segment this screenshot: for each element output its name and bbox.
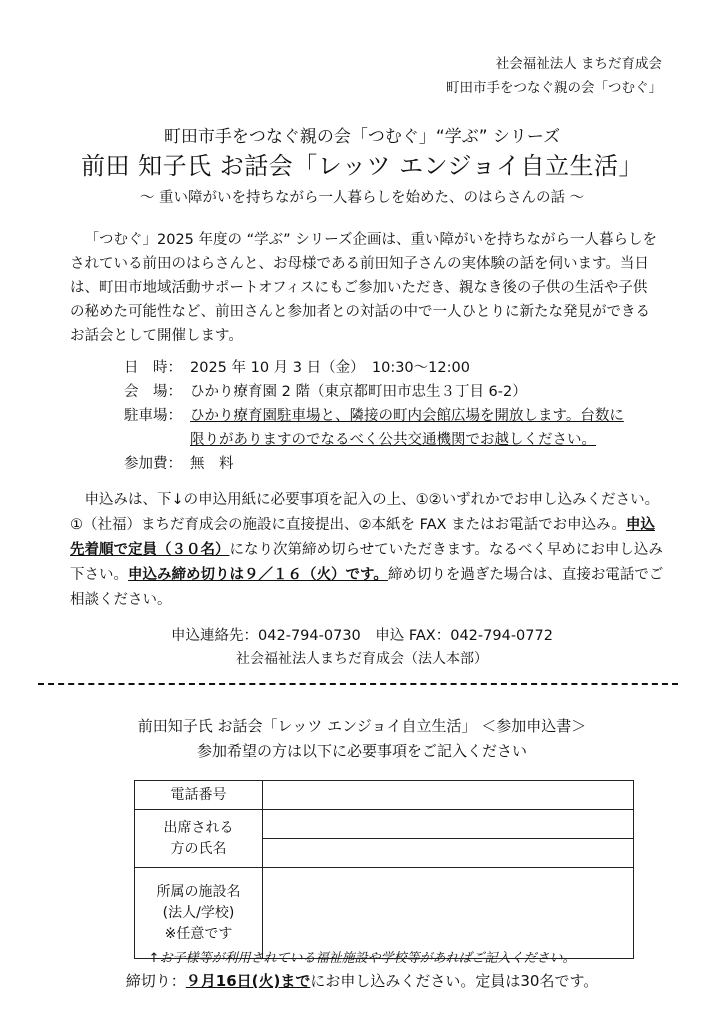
phone-field[interactable] xyxy=(263,781,634,810)
parking-label: 駐車場： xyxy=(124,408,182,424)
parking-row xyxy=(124,404,624,428)
phone-row xyxy=(135,781,634,810)
facility-label xyxy=(135,868,263,959)
deadline-prefix: 締切り： xyxy=(125,972,186,990)
fee-label: 参加費： xyxy=(124,456,182,472)
apply-deadline-bold: 申込み締め切りは９／１６（火）です。 xyxy=(128,567,388,583)
apply-capacity-bold: 申込先着順で定員（３０名） xyxy=(70,517,655,558)
contact-numbers: 申込連絡先：042-794-0730 申込 FAX：042-794-0772 xyxy=(171,628,553,644)
series-heading: 町田市手をつなぐ親の会「つむぐ」“学ぶ” シリーズ xyxy=(163,127,561,147)
event-subtitle: 〜 重い障がいを持ちながら一人暮らしを始めた、のはらさんの話 〜 xyxy=(139,190,585,206)
event-title: 前田 知子氏 お話会「レッツ エンジョイ自立生活」 xyxy=(80,152,644,180)
facility-label-line1: 所属の施設名 xyxy=(156,883,241,900)
name-row-1 xyxy=(135,810,634,839)
form-title: 前田知子氏 お話会「レッツ エンジョイ自立生活」 ＜参加申込書＞ xyxy=(137,717,587,735)
form-deadline xyxy=(0,970,724,991)
date-row xyxy=(124,356,624,380)
intro-text: 「つむぐ」2025 年度の “学ぶ” シリーズ企画は、重い障がいを持ちながら一人暮らしをされている前田のはらさんと、お母様である前田知子さんの実体験の話を伺います。当日は、町田市地域活動サポートオフィスにもご参加いただき、親なき後の子供の生活や子供の秘めた可能性など、前田さんと参加者との対話の中で一人ひとりに新たな発見ができるお話会として開催します。 xyxy=(70,232,658,344)
apply-text-1: 申込みは、下↓の申込用紙に必要事項を記入の上、①②いずれかでお申し込みください。①（社福）まちだ育成会の施設に直接提出、②本紙を FAX またはお電話でお申込み。 xyxy=(70,492,660,533)
fee-value: 無 料 xyxy=(190,456,234,472)
application-paragraph xyxy=(70,488,666,613)
name-field-1[interactable] xyxy=(263,810,634,839)
name-label-line1: 出席される xyxy=(163,819,234,836)
facility-row xyxy=(135,868,634,959)
form-instructions: 参加希望の方は以下に必要事項をご記入ください xyxy=(196,742,527,760)
deadline-date: ９月16日(火)まで xyxy=(185,972,311,990)
form-note: ↑お子様等が利用されている福祉施設や学校等があればご記入ください。 xyxy=(148,951,576,966)
name-field-2[interactable] xyxy=(263,839,634,868)
parking-row-2 xyxy=(124,428,624,452)
venue-row xyxy=(124,380,624,404)
facility-field[interactable] xyxy=(263,868,634,959)
contact-org: 社会福祉法人まちだ育成会（法人本部） xyxy=(236,651,488,667)
venue-label: 会 場： xyxy=(124,384,182,400)
parking-value-line1: ひかり療育園駐車場と、隣接の町内会館広場を開放します。台数に xyxy=(190,408,624,424)
name-label-line2: 方の氏名 xyxy=(170,840,227,857)
apply-text-2: になり次第締め切らせていただきます。なるべく早めにお申し込み下さい。 xyxy=(70,542,663,583)
name-label xyxy=(135,810,263,868)
phone-label: 電話番号 xyxy=(135,781,263,810)
deadline-suffix: にお申し込みください。定員は30名です。 xyxy=(310,972,599,990)
intro-paragraph xyxy=(70,228,660,348)
apply-text-3: 締め切りを過ぎた場合は、直接お電話でご相談ください。 xyxy=(70,567,664,608)
event-details xyxy=(124,356,624,476)
cut-line xyxy=(38,683,678,685)
organizer-line-1: 社会福祉法人 まちだ育成会 xyxy=(495,56,662,72)
date-label: 日 時： xyxy=(124,360,182,376)
parking-value-line2: 限りがありますのでなるべく公共交通機関でお越しください。 xyxy=(190,432,596,448)
parking-indent xyxy=(124,428,190,452)
fee-row xyxy=(124,452,624,476)
organizer-line-2: 町田市手をつなぐ親の会「つむぐ」 xyxy=(446,80,662,96)
application-form-table xyxy=(134,780,634,959)
date-value: 2025 年 10 月 3 日（金） 10:30〜12:00 xyxy=(190,360,470,376)
facility-label-line3: ※任意です xyxy=(164,925,233,942)
facility-label-line2: (法人/学校) xyxy=(162,904,235,921)
venue-value: ひかり療育園 2 階（東京都町田市忠生３丁目 6-2） xyxy=(190,384,527,400)
